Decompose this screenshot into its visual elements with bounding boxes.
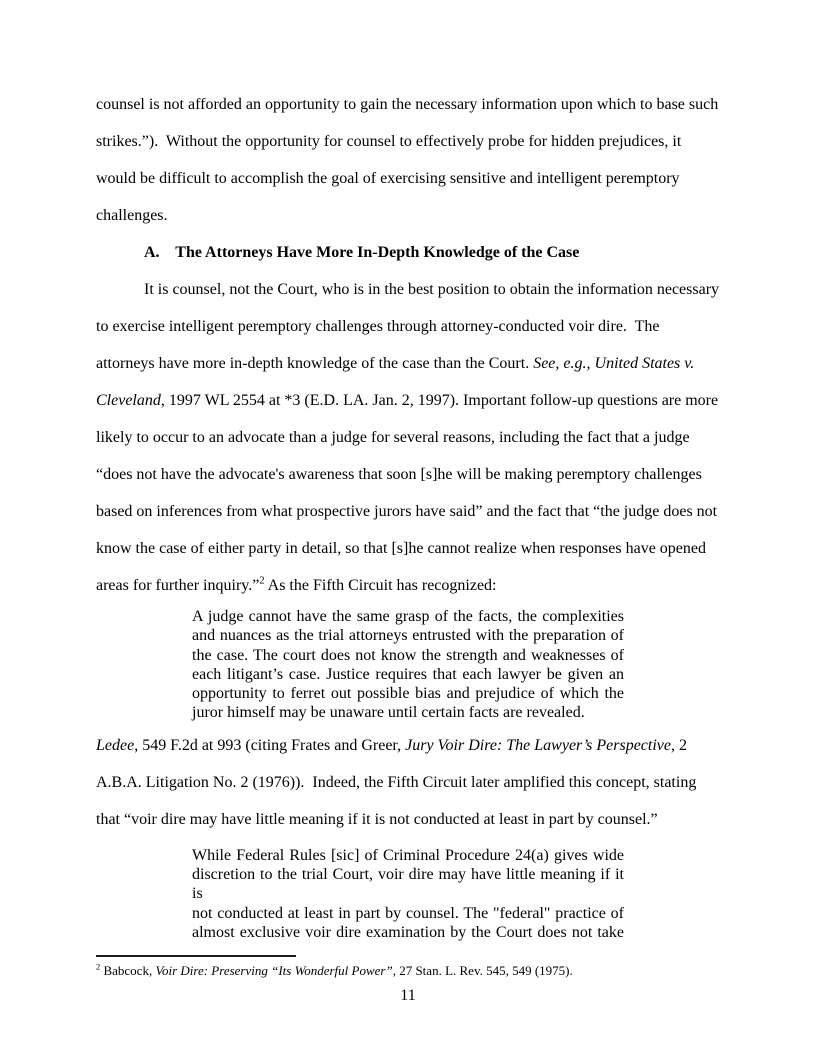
text-line [96, 961, 720, 980]
text-line [96, 123, 720, 160]
paragraph-1 [96, 86, 720, 234]
text-segment: know the case of either party in detail, so that [s]he cannot realize when responses have opened [96, 540, 706, 557]
text-line [96, 197, 720, 234]
text-line [96, 271, 720, 308]
text-segment: Babcock, [100, 963, 156, 979]
footnote-reference: 2 [96, 961, 101, 972]
text-line [96, 530, 720, 567]
block-quote-1 [192, 607, 624, 723]
text-segment: that “voir dire may have little meaning if it is not conducted at least in part by counsel.” [96, 810, 658, 828]
text-segment: strikes.”). Without the opportunity for counsel to effectively probe for hidden prejudices, it [96, 133, 682, 150]
text-segment: almost exclusive voir dire examination by the Court does not take [192, 923, 624, 941]
text-line [192, 904, 624, 923]
text-line [96, 419, 720, 456]
text-segment: each litigant’s case. Justice requires that each lawyer be given an [192, 665, 624, 683]
text-segment: , 27 Stan. L. Rev. 545, 549 (1975). [392, 963, 573, 979]
text-line [96, 234, 720, 271]
footnote-reference: 2 [259, 575, 265, 587]
text-segment: and nuances as the trial attorneys entrusted with the preparation of [192, 627, 624, 645]
text-segment: See, e.g. [533, 355, 587, 372]
text-segment: the case. The court does not know the strength and weaknesses of [192, 646, 624, 664]
footnote-separator [96, 955, 296, 957]
text-segment: “does not have the advocate's awareness that soon [s]he will be making peremptory challenges [96, 466, 702, 483]
text-line [192, 923, 624, 942]
page-number: 11 [400, 987, 416, 1004]
text-segment: , 2 [670, 736, 687, 754]
text-segment: , 549 F.2d at 993 (citing Frates and Greer, [134, 736, 406, 754]
text-line [96, 86, 720, 123]
text-segment: A. The Attorneys Have More In-Depth Knowledge of the Case [144, 244, 580, 261]
text-segment: A judge cannot have the same grasp of the facts, the complexities [192, 608, 624, 625]
text-segment: While Federal Rules [sic] of Criminal Procedure 24(a) gives wide [192, 846, 624, 864]
text-line [192, 703, 624, 722]
text-segment: juror himself may be unaware until certain facts are revealed. [192, 704, 585, 722]
text-segment: , [586, 355, 595, 372]
text-segment: attorneys have more in-depth knowledge of the case than the Court. [96, 355, 534, 372]
text-segment: It is counsel, not the Court, who is in the best position to obtain the information necessary [144, 281, 720, 298]
text-segment: United States v. [594, 355, 695, 372]
text-line [192, 626, 624, 645]
text-segment: Cleveland [96, 392, 161, 409]
text-segment: counsel is not afforded an opportunity to gain the necessary information upon which to base such [96, 96, 719, 113]
text-segment: not conducted at least in part by counsel. The "federal" practice of [192, 904, 624, 922]
text-segment: As the Fifth Circuit has recognized: [264, 577, 497, 594]
text-segment: , 1997 WL 2554 at *3 (E.D. LA. Jan. 2, 1997). Important follow-up questions are more [160, 392, 719, 409]
paragraph-2 [96, 271, 720, 604]
text-segment: Jury Voir Dire: The Lawyer’s Perspective [405, 736, 671, 754]
text-line [96, 456, 720, 493]
text-segment: areas for further inquiry.” [96, 577, 260, 594]
text-line [192, 646, 624, 665]
text-segment: likely to occur to an advocate than a judge for several reasons, including the fact that a judge [96, 429, 690, 446]
document-body [96, 86, 720, 980]
text-segment: based on inferences from what prospective jurors have said” and the fact that “the judge does not [96, 503, 718, 520]
text-line [96, 493, 720, 530]
text-line [192, 665, 624, 684]
text-line [96, 801, 720, 838]
text-segment: opportunity to ferret out possible bias and prejudice of which the [192, 685, 624, 703]
text-line [192, 865, 624, 904]
text-segment: A.B.A. Litigation No. 2 (1976)). Indeed, the Fifth Circuit later amplified this concept, stating [96, 773, 697, 791]
text-line [96, 160, 720, 197]
text-segment: Ledee [96, 736, 135, 754]
text-segment: would be difficult to accomplish the goal of exercising sensitive and intelligent peremptory [96, 170, 680, 187]
paragraph-3 [96, 727, 720, 838]
text-line [96, 727, 720, 764]
text-segment: challenges. [96, 207, 168, 224]
block-quote-2 [192, 846, 624, 942]
text-line [96, 345, 720, 382]
text-line [192, 846, 624, 865]
text-line [192, 607, 624, 626]
section-heading [96, 234, 720, 271]
text-line [96, 382, 720, 419]
text-line [96, 764, 720, 801]
text-segment: discretion to the trial Court, voir dire may have little meaning if it is [192, 866, 624, 903]
text-line [96, 567, 720, 604]
footnote-2 [96, 961, 720, 980]
text-segment: Voir Dire: Preserving “Its Wonderful Power” [155, 963, 393, 979]
text-segment: to exercise intelligent peremptory challenges through attorney-conducted voir dire. The [96, 318, 660, 335]
text-line [96, 308, 720, 345]
text-line [192, 684, 624, 703]
